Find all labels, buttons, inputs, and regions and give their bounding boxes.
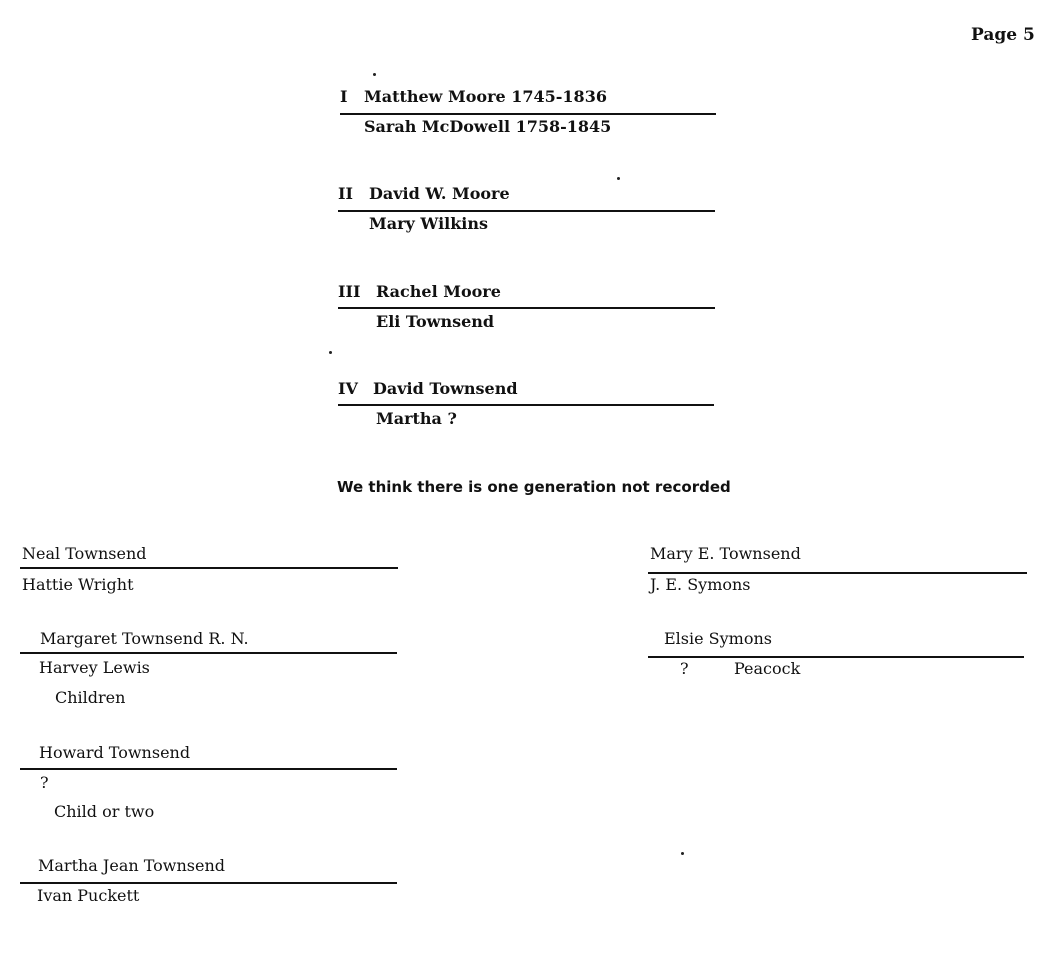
spouse-name: Sarah McDowell 1758-1845: [364, 117, 612, 136]
missing-generation-note: We think there is one generation not recorded: [337, 478, 731, 496]
child-descendants: Child or two: [54, 802, 155, 821]
child-descendants: Children: [55, 688, 126, 707]
marriage-line: [20, 768, 397, 770]
child-spouse-surname: Peacock: [734, 659, 801, 678]
generation-numeral: IV: [338, 379, 358, 398]
child-spouse: Ivan Puckett: [37, 886, 140, 905]
child-name: Howard Townsend: [39, 743, 191, 762]
child-name: Margaret Townsend R. N.: [40, 629, 249, 648]
child-spouse: ?: [40, 773, 49, 792]
child-spouse: Harvey Lewis: [39, 658, 150, 677]
spouse-name: Mary Wilkins: [369, 214, 489, 233]
branch-head-spouse: Hattie Wright: [22, 575, 134, 594]
ancestor-name: David Townsend: [373, 379, 518, 398]
ancestor-name: Rachel Moore: [376, 282, 501, 301]
branch-head-name: Mary E. Townsend: [650, 544, 801, 563]
child-name: Martha Jean Townsend: [38, 856, 226, 875]
spouse-name: Martha ?: [376, 409, 457, 428]
generation-numeral: III: [338, 282, 361, 301]
ancestor-name: Matthew Moore 1745-1836: [364, 87, 607, 106]
page-number: Page 5: [971, 25, 1035, 45]
marriage-line: [648, 572, 1027, 574]
branch-head-name: Neal Townsend: [22, 544, 147, 563]
marriage-line: [338, 404, 714, 406]
marriage-line: [648, 656, 1024, 658]
generation-numeral: II: [338, 184, 353, 203]
ancestor-name: David W. Moore: [369, 184, 510, 203]
child-name: Elsie Symons: [664, 629, 772, 648]
scan-speck: [681, 852, 684, 855]
marriage-line: [340, 113, 716, 115]
branch-head-spouse: J. E. Symons: [650, 575, 751, 594]
spouse-name: Eli Townsend: [376, 312, 495, 331]
marriage-line: [20, 567, 398, 569]
marriage-line: [338, 210, 715, 212]
scan-speck: [373, 73, 376, 76]
marriage-line: [20, 882, 397, 884]
generation-numeral: I: [340, 87, 348, 106]
scan-speck: [329, 351, 332, 354]
marriage-line: [20, 652, 397, 654]
marriage-line: [338, 307, 715, 309]
child-spouse-given: ?: [680, 659, 689, 678]
scan-speck: [617, 177, 620, 180]
